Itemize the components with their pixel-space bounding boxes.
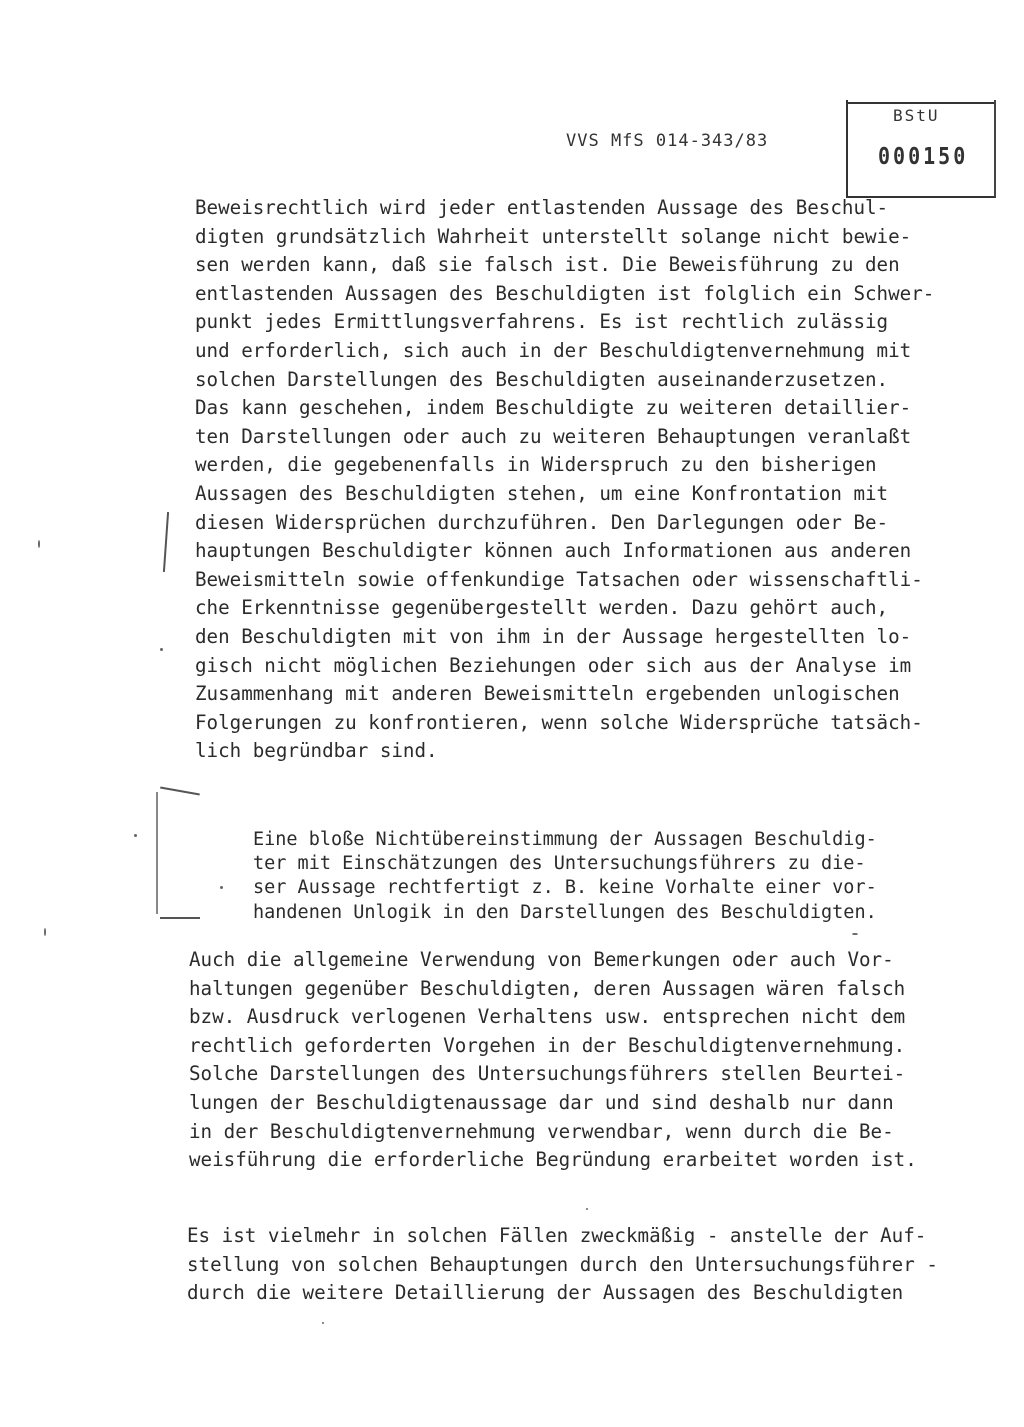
text-line: werden, die gegebenenfalls in Widerspruch zu den bisherigen — [195, 453, 877, 477]
text-line: ten Darstellungen oder auch zu weiteren Behauptungen veranlaßt — [195, 424, 912, 448]
scan-speck — [322, 1322, 324, 1324]
text-line: digten grundsätzlich Wahrheit unterstellt solange nicht bewie- — [195, 224, 912, 248]
paragraph-1 — [195, 194, 934, 766]
text-line: stellung von solchen Behauptungen durch den Untersuchungsführer - — [187, 1252, 938, 1276]
paragraph-3 — [187, 1222, 938, 1308]
text-line: haltungen gegenüber Beschuldigten, deren Aussagen wären falsch — [189, 976, 906, 1000]
text-line: durch die weitere Detaillierung der Aussagen des Beschuldigten — [187, 1281, 904, 1305]
text-line: Beweismitteln sowie offenkundige Tatsachen oder wissenschaftli- — [195, 567, 923, 591]
text-line: diesen Widersprüchen durchzuführen. Den Darlegungen oder Be- — [195, 510, 889, 534]
text-line: hauptungen Beschuldigter können auch Informationen aus anderen — [195, 539, 912, 563]
scan-speck — [134, 834, 137, 837]
text-line: bzw. Ausdruck verlogenen Verhaltens usw. entsprechen nicht dem — [189, 1005, 906, 1029]
text-line: in der Beschuldigtenvernehmung verwendbar, wenn durch die Be- — [189, 1119, 894, 1143]
text-line: punkt jedes Ermittlungsverfahrens. Es ist rechtlich zulässig — [195, 310, 889, 334]
document-reference: VVS MfS 014-343/83 — [566, 131, 769, 151]
archive-stamp-number: 000150 — [878, 142, 969, 170]
quote-line: ser Aussage rechtfertigt z. B. keine Vorhalte einer vor- — [253, 877, 877, 899]
text-line: Solche Darstellungen des Untersuchungsführers stellen Beurtei- — [189, 1062, 906, 1086]
margin-bracket-mark — [163, 512, 169, 572]
text-line: weisführung die erforderliche Begründung erarbeitet worden ist. — [189, 1148, 917, 1172]
text-line: Auch die allgemeine Verwendung von Bemerkungen oder auch Vor- — [189, 948, 894, 971]
quote-line: Eine bloße Nichtübereinstimmung der Aussagen Beschuldig- — [253, 829, 877, 850]
text-line: den Beschuldigten mit von ihm in der Aussage hergestellten lo- — [195, 624, 912, 648]
text-line: Beweisrechtlich wird jeder entlastenden Aussage des Beschul- — [195, 196, 889, 219]
text-line: che Erkenntnisse gegenübergestellt werden. Dazu gehört auch, — [195, 596, 889, 620]
scan-speck — [160, 648, 163, 651]
text-line: Aussagen des Beschuldigten stehen, um eine Konfrontation mit — [195, 481, 889, 505]
text-line: solchen Darstellungen des Beschuldigten auseinanderzusetzen. — [195, 367, 889, 391]
margin-bracket-mark — [160, 787, 200, 795]
paragraph-2 — [189, 946, 917, 1175]
quote-line: ter mit Einschätzungen des Untersuchungsführers zu die- — [253, 853, 866, 875]
scan-speck — [44, 928, 46, 936]
margin-bracket-mark — [160, 917, 200, 919]
scan-speck — [38, 540, 40, 548]
scan-speck — [852, 933, 858, 935]
archive-stamp-top-border — [846, 102, 994, 104]
text-line: lich begründbar sind. — [195, 739, 438, 763]
text-line: Folgerungen zu konfrontieren, wenn solche Widersprüche tatsäch- — [195, 710, 923, 734]
text-line: gisch nicht möglichen Beziehungen oder sich aus der Analyse im — [195, 653, 912, 677]
text-line: entlastenden Aussagen des Beschuldigten ist folglich ein Schwer- — [195, 281, 935, 305]
text-line: sen werden kann, daß sie falsch ist. Die Beweisführung zu den — [195, 253, 900, 277]
scan-speck — [220, 886, 223, 889]
quote-line: handenen Unlogik in den Darstellungen des Beschuldigten. — [253, 901, 877, 923]
text-line: Zusammenhang mit anderen Beweismitteln ergebenden unlogischen — [195, 682, 900, 706]
text-line: Das kann geschehen, indem Beschuldigte zu weiteren detaillier- — [195, 396, 912, 420]
scan-speck — [586, 1208, 588, 1210]
text-line: rechtlich geforderten Vorgehen in der Beschuldigtenvernehmung. — [189, 1033, 906, 1057]
text-line: lungen der Beschuldigtenaussage dar und sind deshalb nur dann — [189, 1090, 894, 1114]
indented-quote — [253, 828, 877, 925]
margin-bracket-mark — [156, 792, 158, 914]
text-line: Es ist vielmehr in solchen Fällen zweckmäßig - anstelle der Auf- — [187, 1224, 927, 1247]
archive-stamp-label: BStU — [893, 106, 940, 125]
text-line: und erforderlich, sich auch in der Beschuldigtenvernehmung mit — [195, 338, 912, 362]
